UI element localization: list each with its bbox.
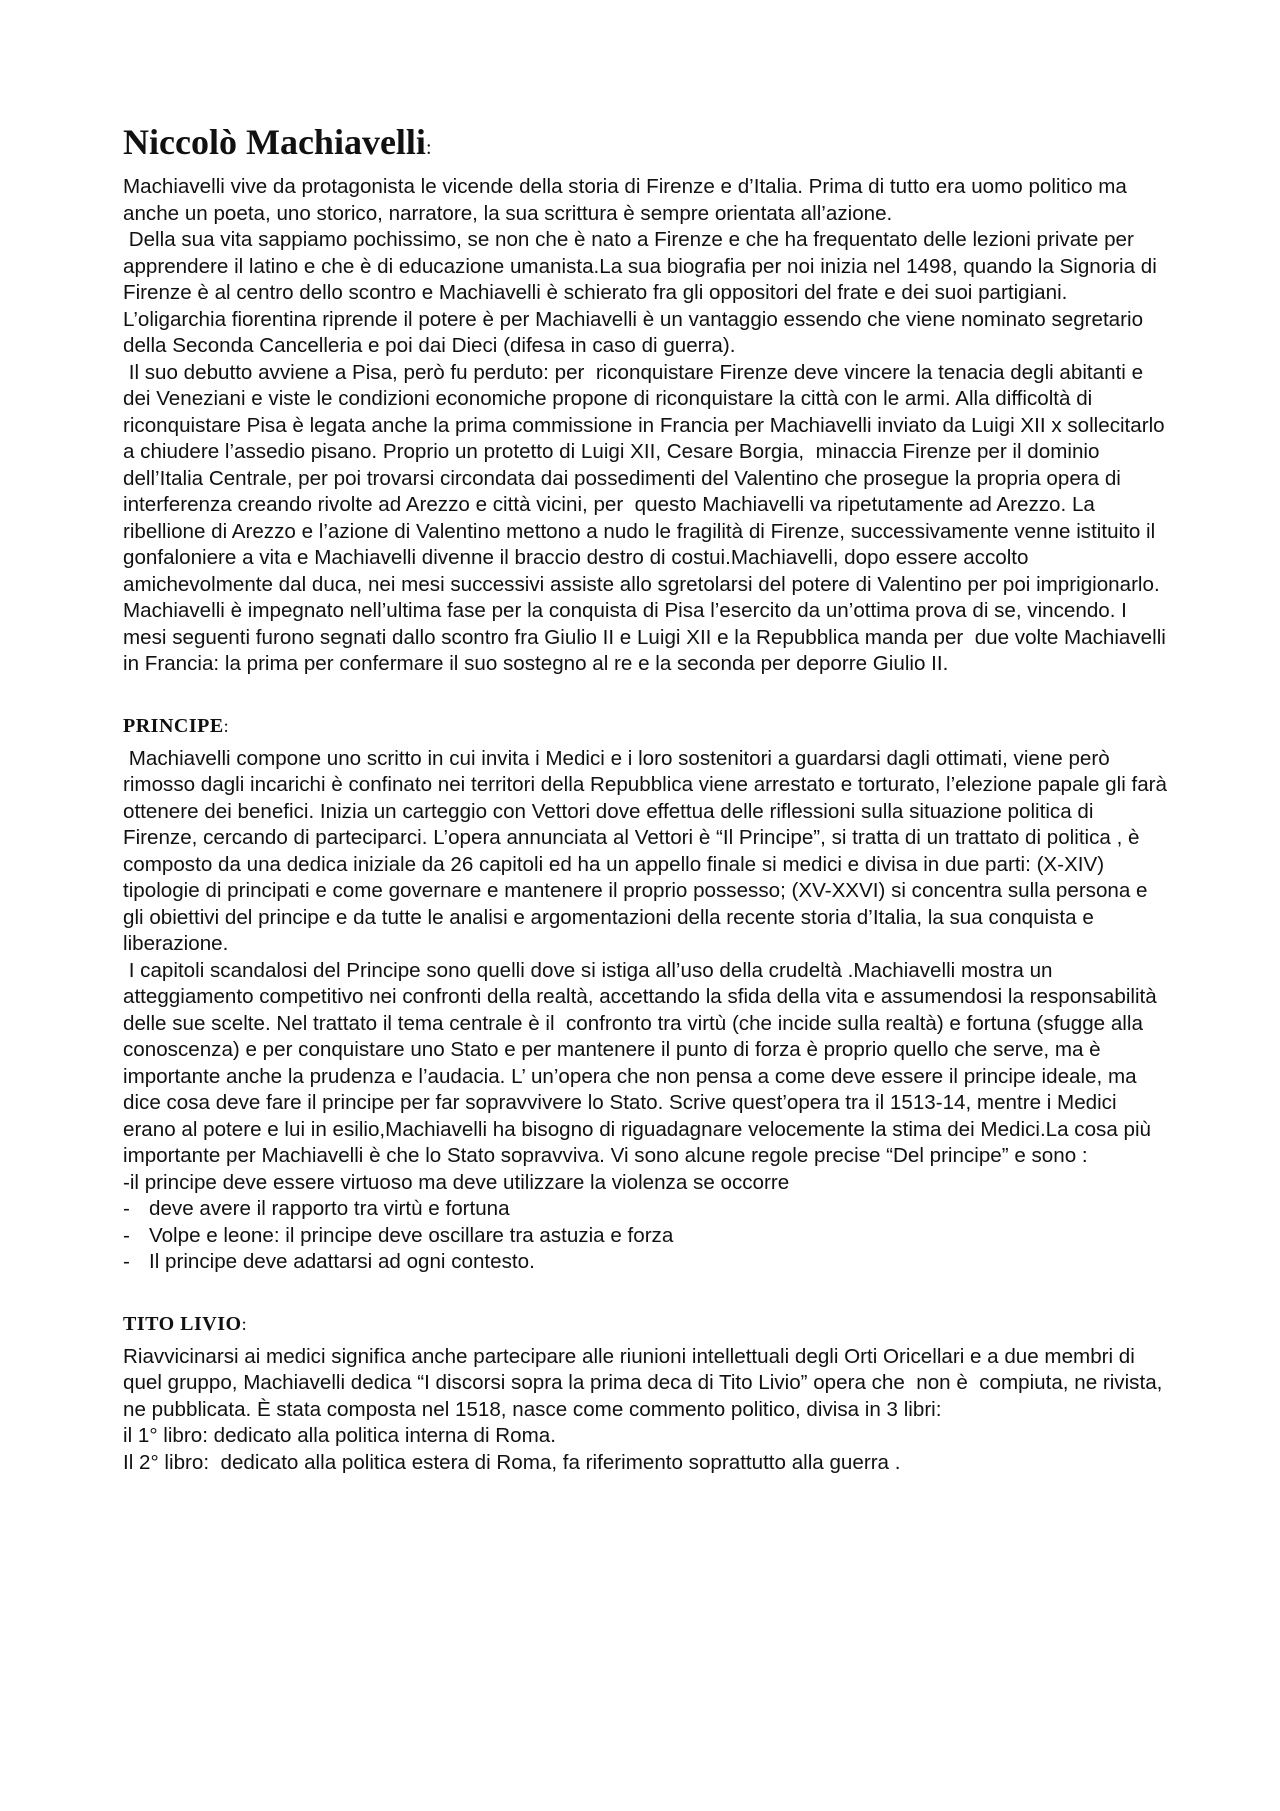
intro-paragraph-3: Il suo debutto avviene a Pisa, però fu perduto: per riconquistare Firenze deve vincere la tenacia degli abitanti e dei Veneziani e viste le condizioni economiche propone di riconquistare la città con le armi. Alla difficoltà di riconquistare Pisa è legata anche la prima commissione in Francia per Machiavelli inviato da Luigi XII x sollecitarlo a chiudere l’assedio pisano. Proprio un protetto di Luigi XII, Cesare Borgia, minaccia Firenze per il dominio dell’Italia Centrale, per poi trovarsi circondata dai possedimenti del Valentino che prosegue la propria opera di interferenza creando rivolte ad Arezzo e città vicini, per questo Machiavelli va ripetutamente ad Arezzo. La ribellione di Arezzo e l’azione di Valentino mettono a nudo le fragilità di Firenze, successivamente venne istituito il gonfaloniere a vita e Machiavelli divenne il braccio destro di costui.Machiavelli, dopo essere accolto amichevolmente dal duca, nei mesi successivi assiste allo sgretolarsi del potere di Valentino per poi imprigionarlo. Machiavelli è impegnato nell’ultima fase per la conquista di Pisa l’esercito da un’ottima prova di se, vincendo. I mesi seguenti furono segnati dallo scontro fra Giulio II e Luigi XII e la Repubblica manda per due volte Machiavelli in Francia: la prima per confermare il suo sostegno al re e la seconda per deporre Giulio II. [123,360,1172,675]
tito-livio-heading-text: TITO LIVIO [123,1312,242,1335]
tito-livio-heading [123,1310,1173,1338]
bullet-dash: - [123,1223,130,1247]
intro-paragraph-1: Machiavelli vive da protagonista le vicende della storia di Firenze e d’Italia. Prima di tutto era uomo politico ma anche un poeta, uno storico, narratore, la sua scrittura è sempre orientata all’azione. [123,175,1133,225]
list-item-text: deve avere il rapporto tra virtù e fortuna [149,1197,510,1220]
list-item [123,1249,1173,1276]
principe-rule-first: -il principe deve essere virtuoso ma deve utilizzare la violenza se occorre [123,1170,790,1194]
principe-heading-colon: : [223,715,229,736]
principe-rules-list [123,1196,1173,1276]
tito-livio-paragraph-3: Il 2° libro: dedicato alla politica estera di Roma, fa riferimento soprattutto alla guerra . [123,1450,901,1474]
list-item-text: Il principe deve adattarsi ad ogni contesto. [149,1250,535,1273]
principe-heading-text: PRINCIPE [123,714,224,737]
intro-paragraph-2: Della sua vita sappiamo pochissimo, se non che è nato a Firenze e che ha frequentato delle lezioni private per apprendere il latino e che è di educazione umanista.La sua biografia per noi inizia nel 1498, quando la Signoria di Firenze è al centro dello scontro e Machiavelli è schierato fra gli oppositori del frate e dei suoi partigiani. L’oligarchia fiorentina riprende il potere è per Machiavelli è un vantaggio essendo che viene nominato segretario della Seconda Cancelleria e poi dai Dieci (difesa in caso di guerra). [123,228,1163,357]
document-page [123,120,1173,1476]
list-item-text: Volpe e leone: il principe deve oscillare tra astuzia e forza [149,1223,674,1247]
bullet-dash: - [123,1250,130,1273]
tito-livio-heading-colon: : [241,1313,247,1334]
list-item [123,1223,1173,1250]
tito-livio-section [123,1310,1173,1477]
bullet-dash: - [123,1197,130,1220]
title-colon: : [425,137,432,159]
principe-heading [123,712,1173,740]
tito-livio-paragraph-1: Riavvicinarsi ai medici significa anche partecipare alle riunioni intellettuali degli Orti Oricellari e a due membri di quel gruppo, Machiavelli dedica “I discorsi sopra la prima deca di Tito Livio” opera che non è compiuta, ne rivista, ne pubblicata. È stata composta nel 1518, nasce come commento politico, divisa in 3 libri: [123,1344,1169,1421]
list-item [123,1196,1173,1223]
principe-paragraph-1: Machiavelli compone uno scritto in cui invita i Medici e i loro sostenitori a guardarsi dagli ottimati, viene però rimosso dagli incarichi è confinato nei territori della Repubblica viene arrestato e torturato, l’elezione papale gli farà ottenere dei benefici. Inizia un carteggio con Vettori dove effettua delle riflessioni sulla situazione politica di Firenze, cercando di parteciparci. L’opera annunciata al Vettori è “Il Principe”, si tratta di un trattato di politica , è composto da una dedica iniziale da 26 capitoli ed ha un appello finale si medici e divisa in due parti: (X-XIV) tipologie di principati e come governare e mantenere il proprio possesso; (XV-XXVI) si concentra sulla persona e gli obiettivi del principe e da tutte le analisi e argomentazioni della recente storia d’Italia, la sua conquista e liberazione. [123,746,1173,955]
intro-section [123,174,1173,678]
principe-paragraph-2: I capitoli scandalosi del Principe sono quelli dove si istiga all’uso della crudeltà .Machiavelli mostra un atteggiamento competitivo nei confronti della realtà, accettando la sfida della vita e assumendosi la responsabilità delle sue scelte. Nel trattato il tema centrale è il confronto tra virtù (che incide sulla realtà) e fortuna (sfugge alla conoscenza) e per conquistare uno Stato e per mantenere il punto di forza è proprio quello che serve, ma è importante anche la prudenza e l’audacia. L’ un’opera che non pensa a come deve essere il principe ideale, ma dice cosa deve fare il principe per far sopravvivere lo Stato. Scrive quest’opera tra il 1513-14, mentre i Medici erano al potere e lui in esilio,Machiavelli ha bisogno di riguadagnare velocemente la stima dei Medici.La cosa più importante per Machiavelli è che lo Stato sopravviva. Vi sono alcune regole precise “Del principe” e sono : [123,958,1163,1167]
page-title [123,120,1173,170]
title-text: Niccolò Machiavelli [123,122,426,162]
tito-livio-paragraph-2: il 1° libro: dedicato alla politica interna di Roma. [123,1424,556,1447]
principe-section [123,712,1173,1276]
